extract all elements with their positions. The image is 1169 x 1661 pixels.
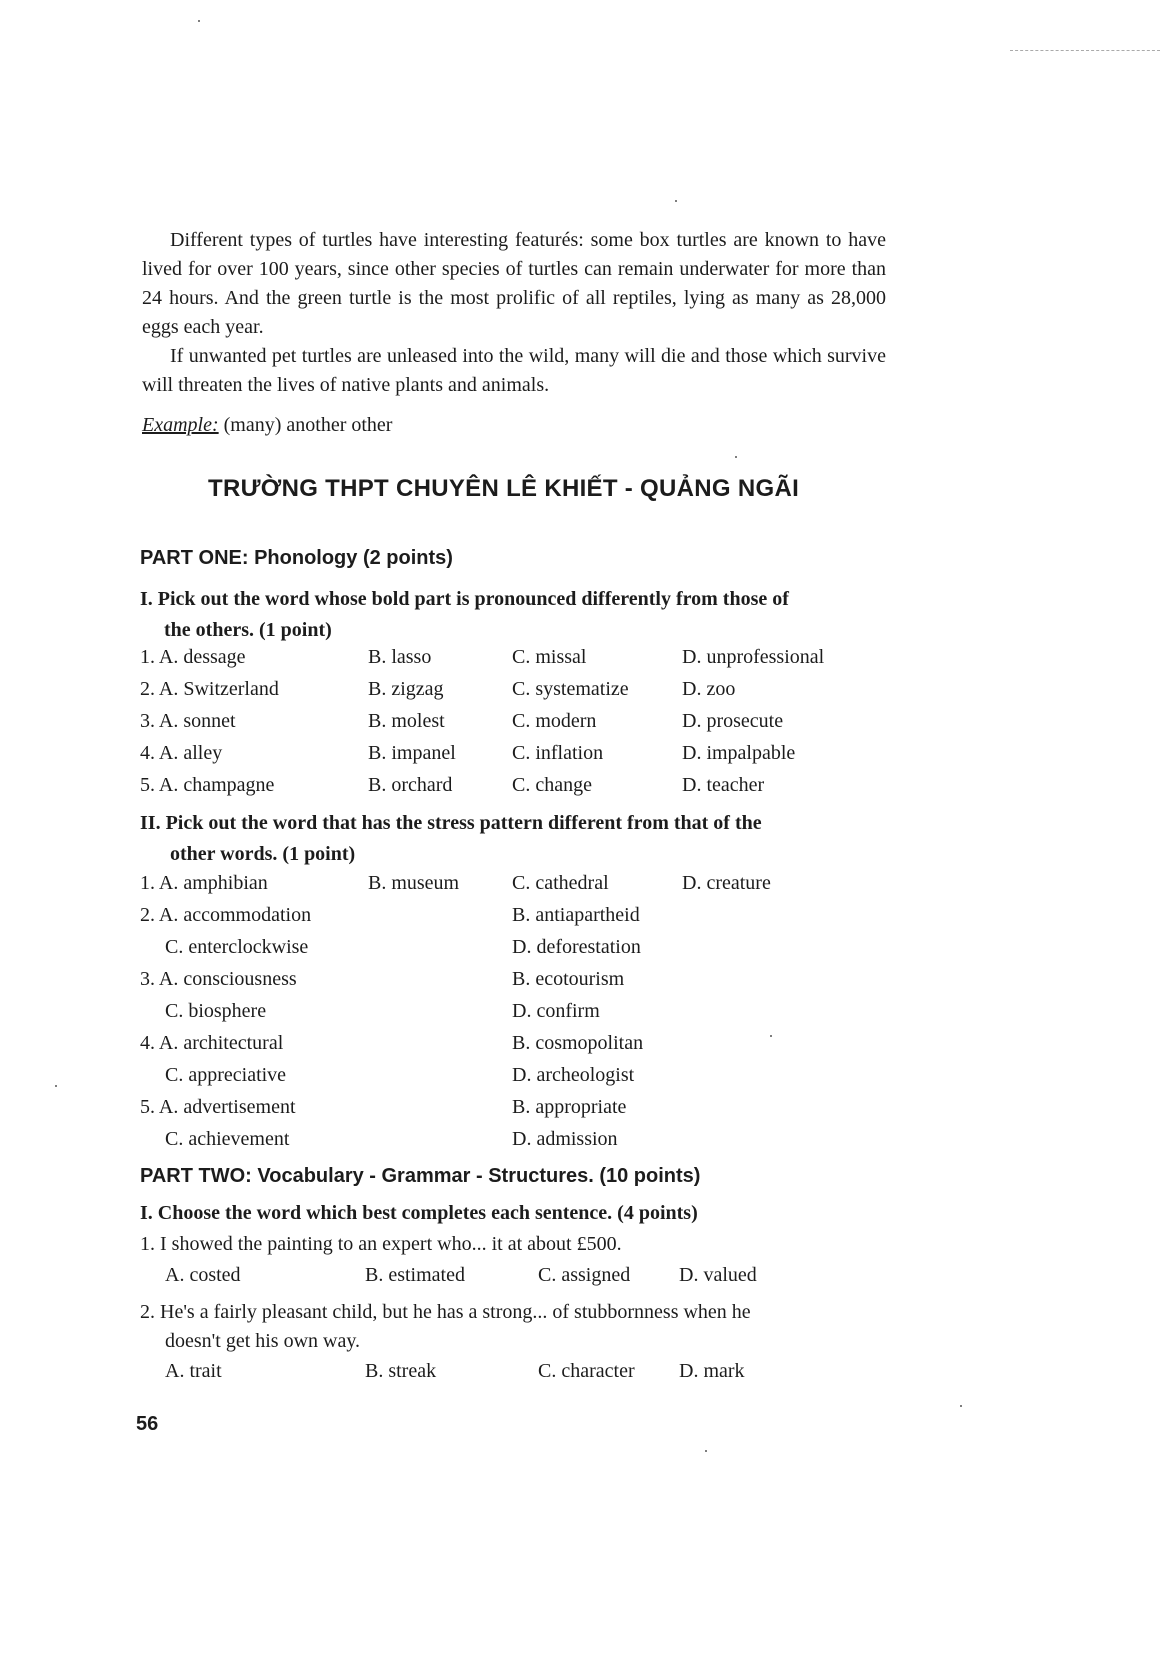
question-row bbox=[0, 1128, 1169, 1158]
scan-speck bbox=[675, 200, 677, 202]
option-b: B. estimated bbox=[365, 1264, 465, 1286]
question-row bbox=[0, 678, 1169, 708]
question-row bbox=[0, 742, 1169, 772]
scan-speck bbox=[198, 20, 200, 22]
section-heading-line: other words. (1 point) bbox=[170, 843, 356, 865]
question-row bbox=[0, 968, 1169, 998]
option-c: C. missal bbox=[512, 646, 587, 668]
option-b: B. ecotourism bbox=[512, 968, 625, 990]
question-row bbox=[0, 646, 1169, 676]
question-row bbox=[0, 872, 1169, 902]
scan-speck bbox=[55, 1085, 57, 1087]
question-row bbox=[0, 710, 1169, 740]
option-c: C. achievement bbox=[165, 1128, 290, 1150]
option-a: 5. A. advertisement bbox=[140, 1096, 296, 1118]
scan-speck bbox=[960, 1405, 962, 1407]
option-b: B. streak bbox=[365, 1360, 437, 1382]
option-c: C. change bbox=[512, 774, 592, 796]
option-b: B. lasso bbox=[368, 646, 432, 668]
scan-speck bbox=[735, 456, 737, 458]
option-b: B. impanel bbox=[368, 742, 456, 764]
scan-edge-mark bbox=[1010, 50, 1160, 51]
option-c: C. biosphere bbox=[165, 1000, 267, 1022]
option-a: A. costed bbox=[165, 1264, 241, 1286]
option-a: 4. A. alley bbox=[140, 742, 223, 764]
option-c: C. assigned bbox=[538, 1264, 631, 1286]
question-row bbox=[0, 1064, 1169, 1094]
passage-paragraph-2: If unwanted pet turtles are unleased into the wild, many will die and those which survive will threaten the lives of native plants and animals. bbox=[142, 345, 886, 396]
scan-speck bbox=[705, 1450, 707, 1452]
section-heading-line: the others. (1 point) bbox=[164, 619, 332, 641]
option-b: B. appropriate bbox=[512, 1096, 627, 1118]
part-one-section-1-heading bbox=[140, 584, 884, 646]
question-row bbox=[0, 1096, 1169, 1126]
part-one-title: PART ONE: Phonology (2 points) bbox=[140, 547, 453, 569]
option-c: C. cathedral bbox=[512, 872, 609, 894]
option-b: B. museum bbox=[368, 872, 460, 894]
question-row bbox=[0, 1360, 1169, 1390]
option-c: C. modern bbox=[512, 710, 597, 732]
question-stem: 1. I showed the painting to an expert who... it at about £500. bbox=[140, 1233, 622, 1255]
section-heading-line: II. Pick out the word that has the stress pattern different from that of the bbox=[140, 812, 762, 834]
option-a: 5. A. champagne bbox=[140, 774, 275, 796]
example-text: (many) another other bbox=[223, 414, 393, 436]
option-b: B. molest bbox=[368, 710, 445, 732]
option-d: D. prosecute bbox=[682, 710, 784, 732]
option-b: B. antiapartheid bbox=[512, 904, 640, 926]
option-d: D. unprofessional bbox=[682, 646, 825, 668]
option-d: D. zoo bbox=[682, 678, 736, 700]
option-d: D. creature bbox=[682, 872, 771, 894]
option-d: D. teacher bbox=[682, 774, 765, 796]
option-a: 3. A. consciousness bbox=[140, 968, 297, 990]
option-c: C. appreciative bbox=[165, 1064, 287, 1086]
question-stem-line: 2. He's a fairly pleasant child, but he has a strong... of stubbornness when he bbox=[140, 1301, 751, 1323]
option-b: B. cosmopolitan bbox=[512, 1032, 644, 1054]
section-heading-line: I. Pick out the word whose bold part is pronounced differently from those of bbox=[140, 588, 789, 610]
option-a: 1. A. dessage bbox=[140, 646, 246, 668]
option-d: D. valued bbox=[679, 1264, 757, 1286]
option-d: D. admission bbox=[512, 1128, 618, 1150]
option-c: C. character bbox=[538, 1360, 635, 1382]
passage-paragraph-1: Different types of turtles have interesting featurés: some box turtles are known to have lived for over 100 years, since other species of turtles can remain underwater for more than 24 hours. And the green turtle is the most prolific of all reptiles, lying as many as 28,000 eggs each year. bbox=[142, 229, 886, 338]
question-row bbox=[0, 904, 1169, 934]
question-row bbox=[0, 1264, 1169, 1294]
option-c: C. systematize bbox=[512, 678, 629, 700]
option-d: D. deforestation bbox=[512, 936, 641, 958]
option-d: D. archeologist bbox=[512, 1064, 635, 1086]
option-a: 3. A. sonnet bbox=[140, 710, 236, 732]
page-number: 56 bbox=[136, 1413, 159, 1435]
option-d: D. mark bbox=[679, 1360, 745, 1382]
question-row bbox=[0, 1000, 1169, 1030]
part-two-title: PART TWO: Vocabulary - Grammar - Structures. (10 points) bbox=[140, 1165, 701, 1187]
question-row bbox=[0, 774, 1169, 804]
option-d: D. impalpable bbox=[682, 742, 796, 764]
option-a: 2. A. accommodation bbox=[140, 904, 312, 926]
part-one-section-2-heading bbox=[140, 808, 884, 870]
option-c: C. enterclockwise bbox=[165, 936, 309, 958]
option-b: B. zigzag bbox=[368, 678, 444, 700]
school-title: TRƯỜNG THPT CHUYÊN LÊ KHIẾT - QUẢNG NGÃI bbox=[208, 475, 800, 502]
option-b: B. orchard bbox=[368, 774, 453, 796]
question-row bbox=[0, 1032, 1169, 1062]
example-label: Example: bbox=[142, 414, 219, 436]
option-a: 4. A. architectural bbox=[140, 1032, 284, 1054]
option-c: C. inflation bbox=[512, 742, 604, 764]
example-line bbox=[142, 411, 886, 440]
question-row bbox=[0, 936, 1169, 966]
scan-speck bbox=[770, 1035, 772, 1037]
part-two-section-1-heading: I. Choose the word which best completes each sentence. (4 points) bbox=[140, 1202, 698, 1224]
option-a: 1. A. amphibian bbox=[140, 872, 268, 894]
option-d: D. confirm bbox=[512, 1000, 600, 1022]
option-a: A. trait bbox=[165, 1360, 222, 1382]
option-a: 2. A. Switzerland bbox=[140, 678, 279, 700]
question-stem-line: doesn't get his own way. bbox=[165, 1330, 361, 1352]
question-stem bbox=[140, 1298, 884, 1356]
